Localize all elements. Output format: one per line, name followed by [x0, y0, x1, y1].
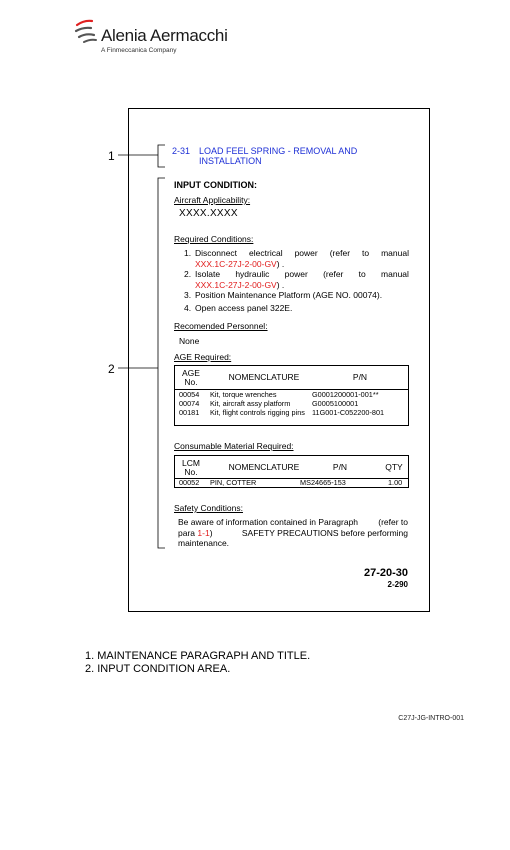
lcm-no-header: LCM No. — [182, 458, 200, 477]
required-condition-4: 4. Open access panel 322E. — [184, 303, 293, 313]
callout-1: 1 — [108, 149, 115, 163]
document-page-number: 2-290 — [387, 580, 408, 589]
qty-header: QTY — [385, 462, 403, 472]
pn-header: P/N — [332, 462, 348, 472]
age-required-label: AGE Required: — [174, 352, 232, 362]
company-name: Alenia Aermacchi — [101, 26, 228, 45]
recommended-personnel-value: None — [179, 336, 200, 346]
required-condition-2: 2. Isolate hydraulic power (refer to manual XXX.1C-27J-2-00-GV) . — [184, 269, 409, 290]
paragraph-title: LOAD FEEL SPRING - REMOVAL AND INSTALLATION — [199, 146, 358, 166]
required-condition-1: 1. Disconnect electrical power (refer to manual XXX.1C-27J-2-00-GV) . — [184, 248, 409, 269]
input-condition-heading: INPUT CONDITION: — [174, 180, 257, 190]
legend-item: 1. MAINTENANCE PARAGRAPH AND TITLE. — [85, 650, 311, 662]
nomenclature-header: NOMENCLATURE — [228, 372, 300, 382]
safety-conditions-text: Be aware of information contained in Paragraph (refer to para 1-1) SAFETY PRECAUTIONS before performing maintenance. — [178, 517, 408, 548]
legend-item: 2. INPUT CONDITION AREA. — [85, 663, 231, 675]
callout-2: 2 — [108, 362, 115, 376]
recommended-personnel-label: Recomended Personnel: — [174, 321, 268, 331]
consumable-material-label: Consumable Material Required: — [174, 441, 294, 451]
paragraph-reference-link[interactable]: 1-1 — [197, 527, 210, 538]
consumable-table: LCM No. NOMENCLATURE P/N QTY 00052 PIN, COTTER MS24665-153 1.00 — [174, 455, 409, 488]
figure-reference: C27J-JG-INTRO-001 — [398, 715, 464, 722]
manual-reference-link[interactable]: XXX.1C-27J-2-00-GV — [195, 258, 277, 269]
company-subtitle: A Finmeccanica Company — [101, 47, 177, 54]
aircraft-applicability-value: XXXX.XXXX — [179, 208, 238, 219]
nomenclature-header: NOMENCLATURE — [228, 462, 300, 472]
age-table: AGE No. NOMENCLATURE P/N 00054 Kit, torque wrenches G0001200001-001** 00074 Kit, aircraft assy platform G0005100001 00181 Kit, flight controls rigging pins 11G001-C052200-801 — [174, 365, 409, 426]
age-no-header: AGE No. — [182, 368, 200, 387]
document-code: 27-20-30 — [363, 567, 408, 579]
aircraft-applicability-label: Aircraft Applicability: — [174, 195, 251, 205]
manual-reference-link[interactable]: XXX.1C-27J-2-00-GV — [195, 279, 277, 290]
paragraph-number: 2-31 — [172, 146, 191, 156]
pn-header: P/N — [352, 372, 368, 382]
required-condition-3: 3. Position Maintenance Platform (AGE NO. 00074). — [184, 290, 383, 300]
required-conditions-label: Required Conditions: — [174, 234, 254, 244]
safety-conditions-label: Safety Conditions: — [174, 503, 243, 513]
